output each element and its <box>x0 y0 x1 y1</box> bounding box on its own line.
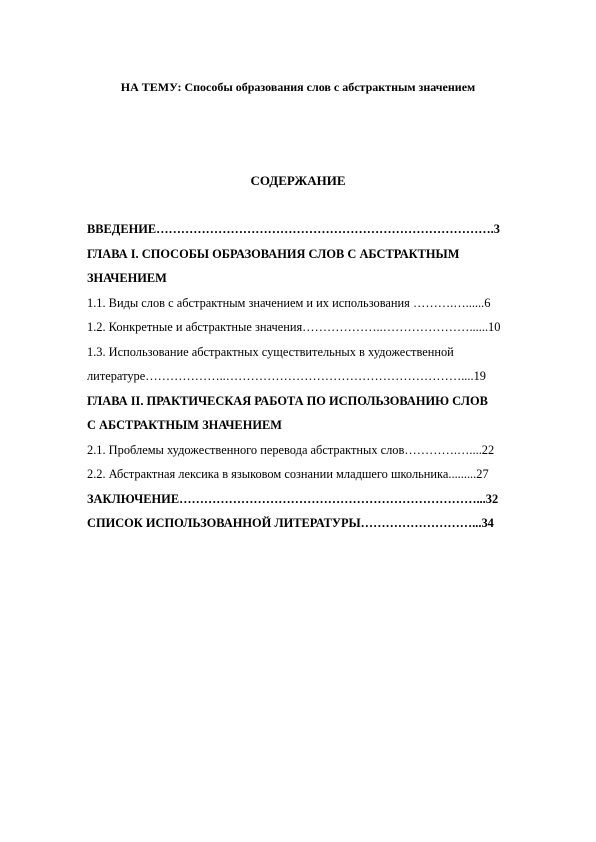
toc-section-1-3: 1.3. Использование абстрактных существительных в художественной <box>87 344 454 359</box>
topic-heading: НА ТЕМУ: Способы образования слов с абстрактным значением <box>120 80 476 94</box>
toc-chapter-2-title-cont: С АБСТРАКТНЫМ ЗНАЧЕНИЕМ <box>87 418 282 432</box>
toc-conclusion: ЗАКЛЮЧЕНИЕ………………………………………………………………...32 <box>87 491 499 506</box>
table-of-contents <box>87 217 553 536</box>
toc-section-1-1: 1.1. Виды слов с абстрактным значением и их использования ……….…......6 <box>87 295 491 310</box>
toc-chapter-2-title: ГЛАВА II. ПРАКТИЧЕСКАЯ РАБОТА ПО ИСПОЛЬЗОВАНИЮ СЛОВ <box>87 393 488 408</box>
toc-section-2-1: 2.1. Проблемы художественного перевода абстрактных слов………….…....22 <box>87 442 495 457</box>
toc-introduction: ВВЕДЕНИЕ……………………………………………………………………….3 <box>87 222 500 236</box>
toc-bibliography: СПИСОК ИСПОЛЬЗОВАННОЙ ЛИТЕРАТУРЫ………………………...34 <box>87 516 494 530</box>
toc-section-2-2: 2.2. Абстрактная лексика в языковом сознании младшего школьника.........27 <box>87 467 489 481</box>
toc-chapter-1-title: ГЛАВА I. СПОСОБЫ ОБРАЗОВАНИЯ СЛОВ С АБСТРАКТНЫМ <box>87 246 460 261</box>
toc-section-1-2: 1.2. Конкретные и абстрактные значения………………..…………………......10 <box>87 320 501 334</box>
toc-section-1-3-cont: литературе………………..…………………………………………………....19 <box>87 369 486 383</box>
toc-chapter-1-title-cont: ЗНАЧЕНИЕМ <box>87 271 167 285</box>
contents-title: СОДЕРЖАНИЕ <box>250 173 346 188</box>
